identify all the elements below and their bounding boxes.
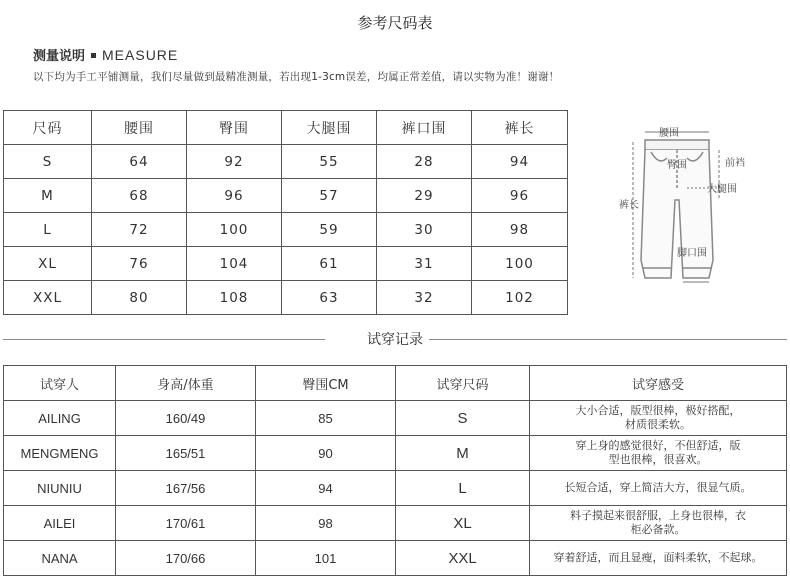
- bullet-icon: [91, 53, 96, 58]
- feedback-cell: [530, 541, 787, 576]
- try-header-cell: 试穿感受: [530, 366, 787, 401]
- hem-label: 脚口围: [677, 248, 707, 259]
- measure-heading-zh: 测量说明: [33, 49, 86, 64]
- try-table-row: [4, 436, 787, 471]
- height-weight: 160/49: [116, 401, 256, 436]
- size-header-cell: 裤口围: [377, 111, 472, 145]
- hip-value: 90: [256, 436, 396, 471]
- tried-size: XXL: [396, 541, 530, 576]
- feedback-line: 柜必备款。: [630, 523, 686, 536]
- tried-size: M: [396, 436, 530, 471]
- rise-label: 前裆: [725, 158, 745, 169]
- size-cell: 68: [92, 179, 187, 213]
- try-table-row: [4, 541, 787, 576]
- tester-name: MENGMENG: [4, 436, 116, 471]
- size-cell: 80: [92, 281, 187, 315]
- size-table-row: [4, 145, 568, 179]
- tried-size: S: [396, 401, 530, 436]
- thigh-label: 大腿围: [707, 184, 737, 195]
- feedback-cell: [530, 401, 787, 436]
- size-cell: 63: [282, 281, 377, 315]
- size-cell: 100: [187, 213, 282, 247]
- size-cell: 32: [377, 281, 472, 315]
- feedback-line: 型也很棒，很喜欢。: [608, 453, 708, 466]
- hip-value: 101: [256, 541, 396, 576]
- size-cell: 100: [472, 247, 568, 281]
- size-cell: 30: [377, 213, 472, 247]
- try-on-table: [3, 365, 787, 576]
- try-header-cell: 试穿人: [4, 366, 116, 401]
- feedback-line: 穿着舒适，而且显瘦，面料柔软，不起球。: [553, 551, 763, 564]
- hip-value: 98: [256, 506, 396, 541]
- hip-value: 85: [256, 401, 396, 436]
- size-cell: 76: [92, 247, 187, 281]
- try-table-row: [4, 401, 787, 436]
- size-chart-title: 参考尺码表: [357, 14, 433, 32]
- tester-name: AILING: [4, 401, 116, 436]
- size-cell: 55: [282, 145, 377, 179]
- size-cell: 108: [187, 281, 282, 315]
- tester-name: NANA: [4, 541, 116, 576]
- size-header-cell: 臀围: [187, 111, 282, 145]
- size-table-header: [4, 111, 568, 145]
- feedback-line: 材质很柔软。: [625, 418, 691, 431]
- measure-heading-en: MEASURE: [102, 47, 179, 63]
- feedback-cell: [530, 471, 787, 506]
- tried-size: L: [396, 471, 530, 506]
- length-label: 裤长: [619, 200, 639, 211]
- size-cell: 61: [282, 247, 377, 281]
- size-table: [3, 110, 568, 315]
- feedback-line: 穿上身的感觉很好，不但舒适，版: [575, 439, 741, 452]
- size-cell: 64: [92, 145, 187, 179]
- height-weight: 170/66: [116, 541, 256, 576]
- try-header-cell: 试穿尺码: [396, 366, 530, 401]
- hip-label: 臀围: [667, 160, 687, 171]
- height-weight: 167/56: [116, 471, 256, 506]
- size-header-cell: 裤长: [472, 111, 568, 145]
- size-cell: XXL: [4, 281, 92, 315]
- size-table-row: [4, 247, 568, 281]
- feedback-cell: [530, 436, 787, 471]
- size-cell: L: [4, 213, 92, 247]
- size-cell: 57: [282, 179, 377, 213]
- pants-diagram: [567, 110, 790, 312]
- size-table-row: [4, 213, 568, 247]
- height-weight: 170/61: [116, 506, 256, 541]
- size-table-row: [4, 179, 568, 213]
- feedback-line: 料子摸起来很舒服，上身也很棒，衣: [570, 509, 746, 522]
- feedback-cell: [530, 506, 787, 541]
- size-cell: 59: [282, 213, 377, 247]
- size-cell: XL: [4, 247, 92, 281]
- try-table-row: [4, 471, 787, 506]
- size-cell: 102: [472, 281, 568, 315]
- size-cell: 96: [187, 179, 282, 213]
- size-cell: 104: [187, 247, 282, 281]
- size-cell: S: [4, 145, 92, 179]
- try-header-cell: 臀围CM: [256, 366, 396, 401]
- size-cell: M: [4, 179, 92, 213]
- size-header-cell: 大腿围: [282, 111, 377, 145]
- tester-name: NIUNIU: [4, 471, 116, 506]
- hip-value: 94: [256, 471, 396, 506]
- size-cell: 96: [472, 179, 568, 213]
- try-table-row: [4, 506, 787, 541]
- size-cell: 31: [377, 247, 472, 281]
- size-cell: 29: [377, 179, 472, 213]
- try-title: 试穿记录: [0, 329, 790, 349]
- measure-note: 以下均为手工平铺测量，我们尽量做到最精准测量，若出现1-3cm误差，均属正常差值，请以实物为准！谢谢！: [33, 71, 560, 83]
- size-cell: 92: [187, 145, 282, 179]
- feedback-line: 大小合适，版型很棒，极好搭配，: [575, 404, 741, 417]
- size-table-row: [4, 281, 568, 315]
- tried-size: XL: [396, 506, 530, 541]
- measure-heading: [33, 45, 178, 64]
- height-weight: 165/51: [116, 436, 256, 471]
- size-cell: 94: [472, 145, 568, 179]
- try-header-cell: 身高/体重: [116, 366, 256, 401]
- size-cell: 28: [377, 145, 472, 179]
- size-cell: 98: [472, 213, 568, 247]
- try-table-header: [4, 366, 787, 401]
- size-header-cell: 尺码: [4, 111, 92, 145]
- waist-label: 腰围: [659, 128, 679, 139]
- tester-name: AILEI: [4, 506, 116, 541]
- size-cell: 72: [92, 213, 187, 247]
- size-header-cell: 腰围: [92, 111, 187, 145]
- feedback-line: 长短合适，穿上简洁大方，很显气质。: [564, 481, 752, 494]
